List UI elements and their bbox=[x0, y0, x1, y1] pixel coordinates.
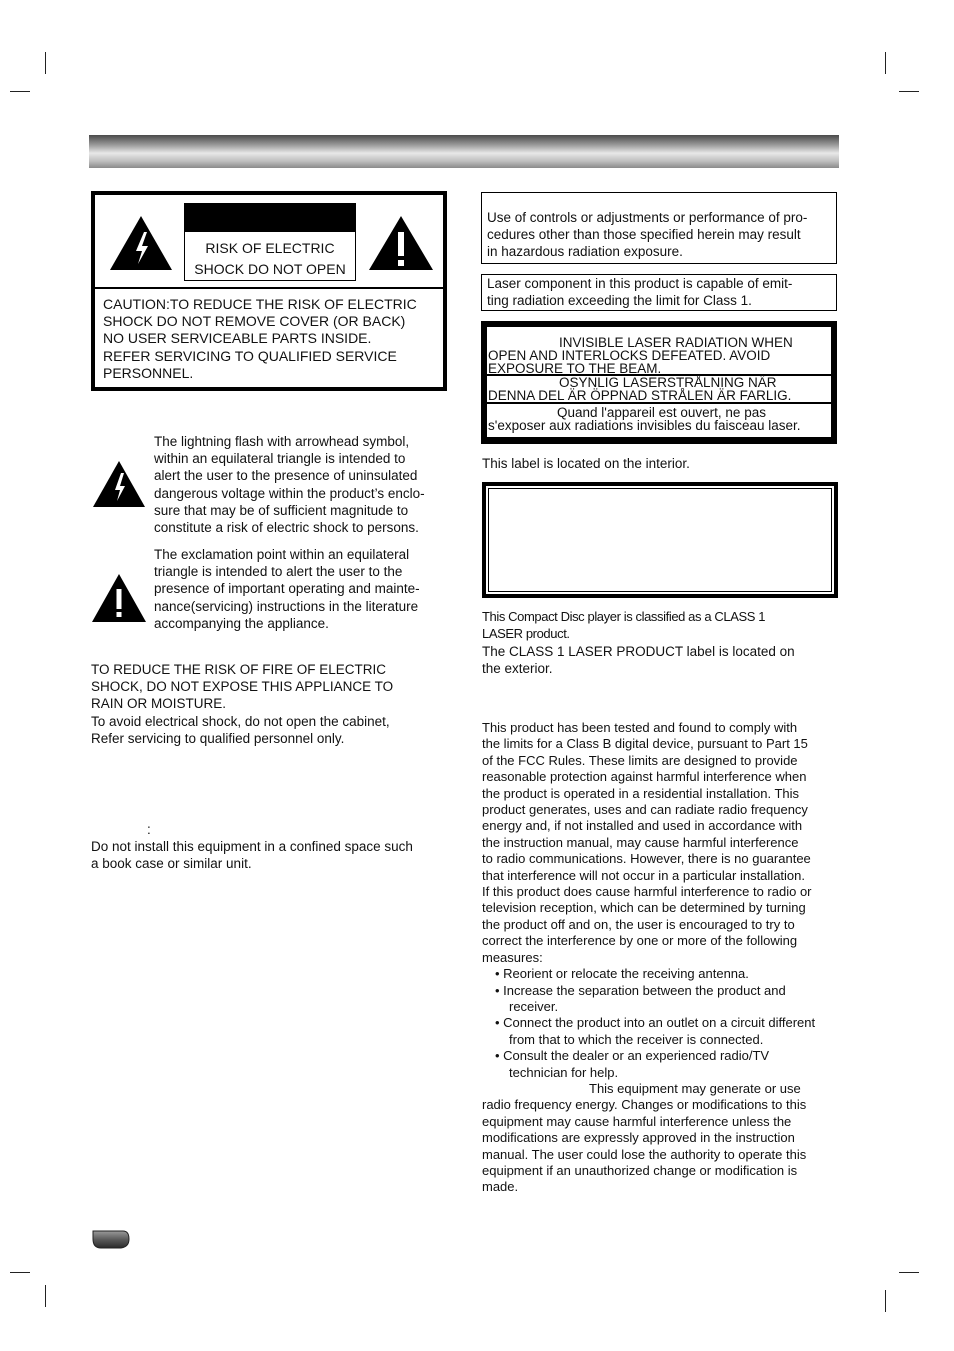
exclamation-explanation bbox=[154, 546, 420, 632]
text-line: product generates, uses and can radiate radio frequency bbox=[482, 802, 808, 818]
text-line: television reception, which can be determined by turning bbox=[482, 900, 806, 916]
caution-label-title-bar bbox=[185, 204, 355, 232]
crop-mark bbox=[885, 52, 886, 74]
caution-label bbox=[184, 203, 356, 281]
text-line: cedures other than those specified herein may result bbox=[487, 227, 801, 243]
caution-line: NO USER SERVICEABLE PARTS INSIDE. bbox=[103, 330, 372, 347]
list-item: • Increase the separation between the product and bbox=[495, 982, 786, 998]
text-line: to radio communications. However, there is no guarantee bbox=[482, 851, 811, 867]
class1-label-location bbox=[482, 643, 795, 677]
caution-line: CAUTION:TO REDUCE THE RISK OF ELECTRIC bbox=[103, 296, 417, 312]
laser-label-line: Quand l'appareil est ouvert, ne pas bbox=[557, 405, 766, 420]
fcc-notice bbox=[482, 720, 815, 1196]
list-item: from that to which the receiver is connected. bbox=[509, 1031, 764, 1047]
controls-warning-box bbox=[481, 192, 837, 264]
text-line: of the FCC Rules. These limits are designed to provide bbox=[482, 752, 798, 768]
text-line: measures: bbox=[482, 949, 543, 965]
text-line: correct the interference by one or more of the following bbox=[482, 933, 798, 949]
caution-text bbox=[103, 296, 417, 382]
page-number-tab bbox=[91, 1227, 131, 1251]
laser-warning-label bbox=[481, 321, 837, 444]
text-line: The CLASS 1 LASER PRODUCT label is located on bbox=[482, 644, 795, 659]
text-line: accompanying the appliance. bbox=[154, 615, 329, 631]
text-line: manual. The user could lose the authority to operate this bbox=[482, 1146, 807, 1162]
section-header-bar bbox=[89, 135, 839, 168]
text-line: radio frequency energy. Changes or modifications to this bbox=[482, 1097, 807, 1113]
laser-label-line: s'exposer aux radiations invisibles du faisceau laser. bbox=[488, 418, 801, 433]
text-line: RAIN OR MOISTURE. bbox=[91, 696, 227, 712]
caution-line: PERSONNEL. bbox=[103, 364, 194, 381]
lightning-triangle-icon bbox=[91, 459, 147, 509]
class1-label-box bbox=[482, 482, 838, 598]
text-line: equipment if an unauthorized change or modification is bbox=[482, 1162, 798, 1178]
text-line: made. bbox=[482, 1179, 519, 1195]
list-item: • Consult the dealer or an experienced radio/TV bbox=[495, 1048, 770, 1064]
crop-mark bbox=[899, 91, 919, 92]
laser-label-line: EXPOSURE TO THE BEAM. bbox=[488, 361, 662, 376]
lightning-explanation bbox=[154, 433, 425, 536]
text-line: within an equilateral triangle is intended to bbox=[154, 451, 406, 467]
text-line: alert the user to the presence of uninsulated bbox=[154, 468, 418, 484]
text-line: If this product does cause harmful interference to radio or bbox=[482, 884, 812, 900]
text-line: equipment may cause harmful interference unless the bbox=[482, 1113, 792, 1129]
text-line: Use of controls or adjustments or performance of pro- bbox=[487, 210, 808, 225]
text-line: constitute a risk of electric shock to persons. bbox=[154, 520, 419, 536]
text-line: sure that may be of sufficient magnitude to bbox=[154, 502, 409, 518]
laser-label-line: INVISIBLE LASER RADIATION WHEN bbox=[559, 335, 793, 350]
text-line: Do not install this equipment in a confined space such bbox=[91, 839, 413, 854]
text-line: Laser component in this product is capable of emit- bbox=[487, 276, 793, 291]
text-line: To avoid electrical shock, do not open the cabinet, bbox=[91, 713, 390, 729]
crop-mark bbox=[885, 1290, 886, 1312]
text-line: LASER product. bbox=[482, 626, 570, 641]
text-line: modifications are expressly approved in the instruction bbox=[482, 1130, 795, 1146]
text-line: SHOCK, DO NOT EXPOSE THIS APPLIANCE TO bbox=[91, 679, 394, 695]
crop-mark bbox=[45, 52, 46, 74]
list-item: technician for help. bbox=[509, 1064, 619, 1080]
text-line: TO REDUCE THE RISK OF FIRE OF ELECTRIC bbox=[91, 662, 387, 677]
caution-box bbox=[91, 191, 447, 391]
text-line: the exterior. bbox=[482, 661, 553, 677]
text-line: reasonable protection against harmful interference when bbox=[482, 769, 807, 785]
crop-mark bbox=[10, 91, 30, 92]
text-line: the limits for a Class B digital device, pursuant to Part 15 bbox=[482, 736, 808, 752]
text-line: the product is operated in a residential installation. This bbox=[482, 785, 800, 801]
exclamation-triangle-icon bbox=[90, 572, 148, 624]
text-line: The exclamation point within an equilateral bbox=[154, 547, 410, 562]
crop-mark bbox=[10, 1272, 30, 1273]
crop-mark bbox=[899, 1272, 919, 1273]
text-line: triangle is intended to alert the user to the bbox=[154, 564, 403, 580]
fcc-measures-list bbox=[482, 966, 815, 1081]
text-line: energy and, if not installed and used in accordance with bbox=[482, 818, 803, 834]
text-line: This product has been tested and found to comply with bbox=[482, 720, 798, 735]
colon-mark: : bbox=[147, 822, 151, 837]
label-location-note: This label is located on the interior. bbox=[482, 456, 690, 471]
text-line: Refer servicing to qualified personnel only. bbox=[91, 730, 345, 746]
text-line: a book case or similar unit. bbox=[91, 856, 252, 872]
text-line: nance(servicing) instructions in the literature bbox=[154, 598, 419, 614]
class1-classification bbox=[482, 608, 765, 642]
text-line: dangerous voltage within the product’s enclo- bbox=[154, 485, 425, 501]
exclamation-triangle-icon bbox=[367, 214, 435, 272]
list-item: receiver. bbox=[509, 998, 559, 1014]
list-item: • Reorient or relocate the receiving antenna. bbox=[495, 966, 749, 982]
text-line: the instruction manual, may cause harmful interference bbox=[482, 834, 799, 850]
list-item: • Connect the product into an outlet on a circuit different bbox=[495, 1015, 816, 1031]
laser-component-box bbox=[481, 274, 837, 311]
text-line: This Compact Disc player is classified as a CLASS 1 bbox=[482, 609, 766, 624]
caution-label-line: SHOCK DO NOT OPEN bbox=[194, 261, 346, 277]
laser-label-line: DENNA DEL ÄR ÖPPNAD STRÅLEN ÄR FARLIG. bbox=[488, 388, 792, 403]
fire-warning bbox=[91, 661, 393, 747]
text-line: ting radiation exceeding the limit for Class 1. bbox=[487, 293, 752, 309]
crop-mark bbox=[45, 1285, 46, 1307]
caution-label-line: RISK OF ELECTRIC bbox=[205, 240, 335, 256]
caution-line: REFER SERVICING TO QUALIFIED SERVICE bbox=[103, 347, 397, 364]
text-line: the product off and on, the user is encouraged to try to bbox=[482, 916, 795, 932]
install-warning bbox=[91, 838, 413, 872]
text-line: in hazardous radiation exposure. bbox=[487, 244, 683, 260]
text-line: The lightning flash with arrowhead symbol, bbox=[154, 434, 410, 449]
laser-label-line: OSYNLIG LASERSTRÅLNING NÄR bbox=[559, 375, 777, 390]
lightning-triangle-icon bbox=[108, 214, 174, 272]
text-line: presence of important operating and mainte- bbox=[154, 581, 420, 597]
text-line: that interference will not occur in a particular installation. bbox=[482, 867, 805, 883]
caution-line: SHOCK DO NOT REMOVE COVER (OR BACK) bbox=[103, 313, 406, 330]
laser-label-line: OPEN AND INTERLOCKS DEFEATED. AVOID bbox=[488, 348, 771, 363]
text-line: This equipment may generate or use bbox=[589, 1080, 801, 1096]
